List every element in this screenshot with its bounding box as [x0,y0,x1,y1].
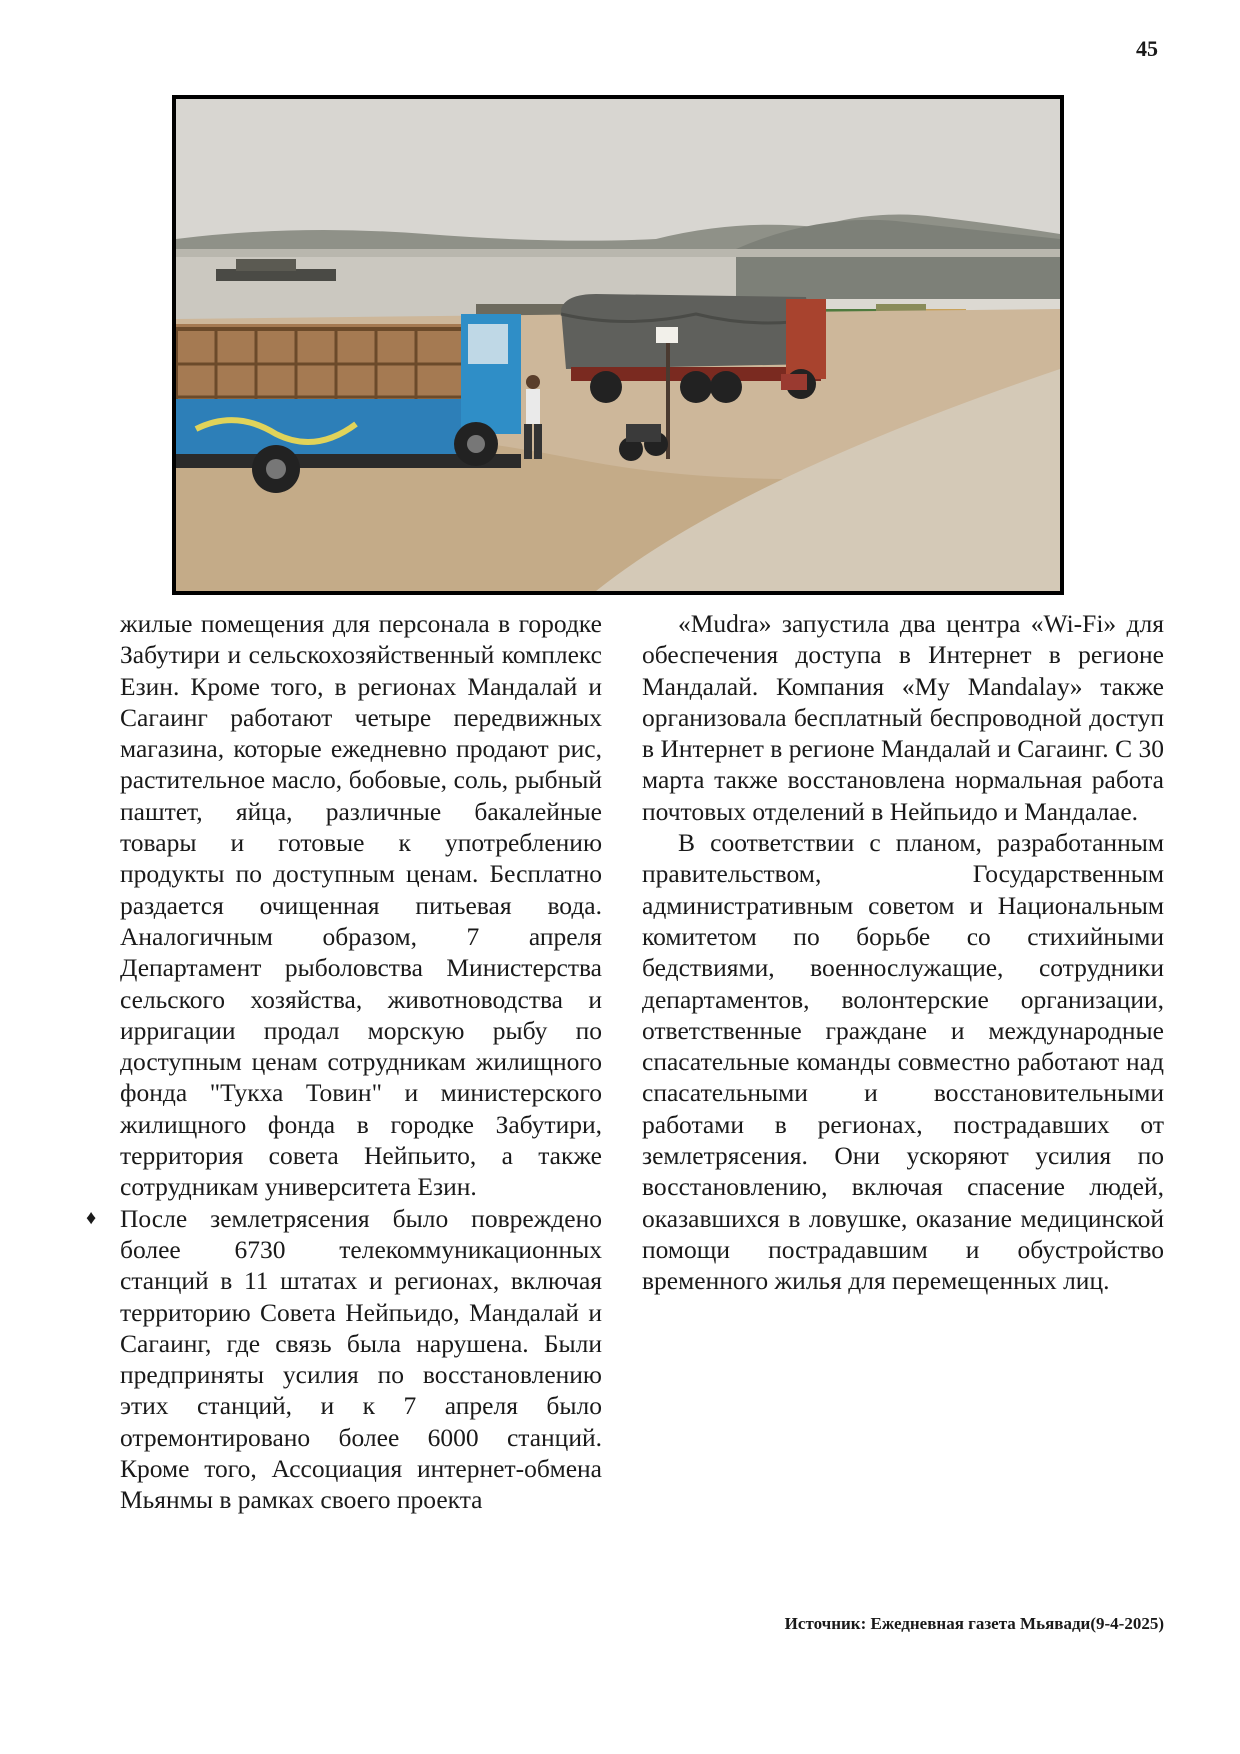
bullet-paragraph [86,1203,602,1516]
right-column [642,608,1164,1297]
photo-trucks-riverbank-icon [176,99,1060,591]
left-column [86,608,602,1516]
left-paragraph-1: жилые помещения для персонала в городке Забутири и сельскохозяйственный комплекс Езин. Кроме того, в регионах Мандалай и Сагаинг работают четыре передвижных магазина, которые ежедневно продают рис, растительное масло, бобовые, соль, рыбный паштет, яйца, различные бакалейные товары и готовые к употреблению продукты по доступным ценам. Бесплатно раздается очищенная питьевая вода. Аналогичным образом, 7 апреля Департамент рыболовства Министерства сельского хозяйства, животноводства и ирригации продал морскую рыбу по доступным ценам сотрудникам жилищного фонда "Тукха Товин" и министерского жилищного фонда в городке Забутири, территория совета Нейпьито, а также сотрудникам университета Езин. [120,609,602,1202]
page-number: 45 [1136,36,1158,61]
right-paragraph-1: «Mudra» запустила два центра «Wi-Fi» для обеспечения доступа в Интернет в регионе Мандалай. Компания «My Mandalay» также организовала бесплатный беспроводной доступ в Интернет в регионе Мандалай и Сагаинг. С 30 марта также восстановлена нормальная работа почтовых отделений в Нейпьидо и Мандалае. [642,609,1164,826]
source-citation: Источник: Ежедневная газета Мьявади(9-4-2025) [784,1614,1164,1633]
right-paragraph-2: В соответствии с планом, разработанным правительством, Государственным административным советом и Национальным комитетом по борьбе со стихийными бедствиями, военнослужащие, сотрудники департаментов, волонтерские организации, ответственные граждане и международные спасательные команды совместно работают над спасательными и восстановительными работами в регионах, пострадавших от землетрясения. Они ускоряют усилия по восстановлению, включая спасение людей, оказавшихся в ловушке, оказание медицинской помощи пострадавшим и обустройство временного жилья для перемещенных лиц. [642,828,1164,1296]
news-photo [172,95,1064,595]
left-paragraph-2: После землетрясения было повреждено более 6730 телекоммуникационных станций в 11 штатах и регионах, включая территорию Совета Нейпьидо, Мандалай и Сагаинг, где связь была нарушена. Были предприняты усилия по восстановлению этих станций, и к 7 апреля было отремонтировано более 6000 станций. Кроме того, Ассоциация интернет-обмена Мьянмы в рамках своего проекта [120,1203,602,1515]
diamond-bullet-icon: ♦ [86,1206,97,1229]
